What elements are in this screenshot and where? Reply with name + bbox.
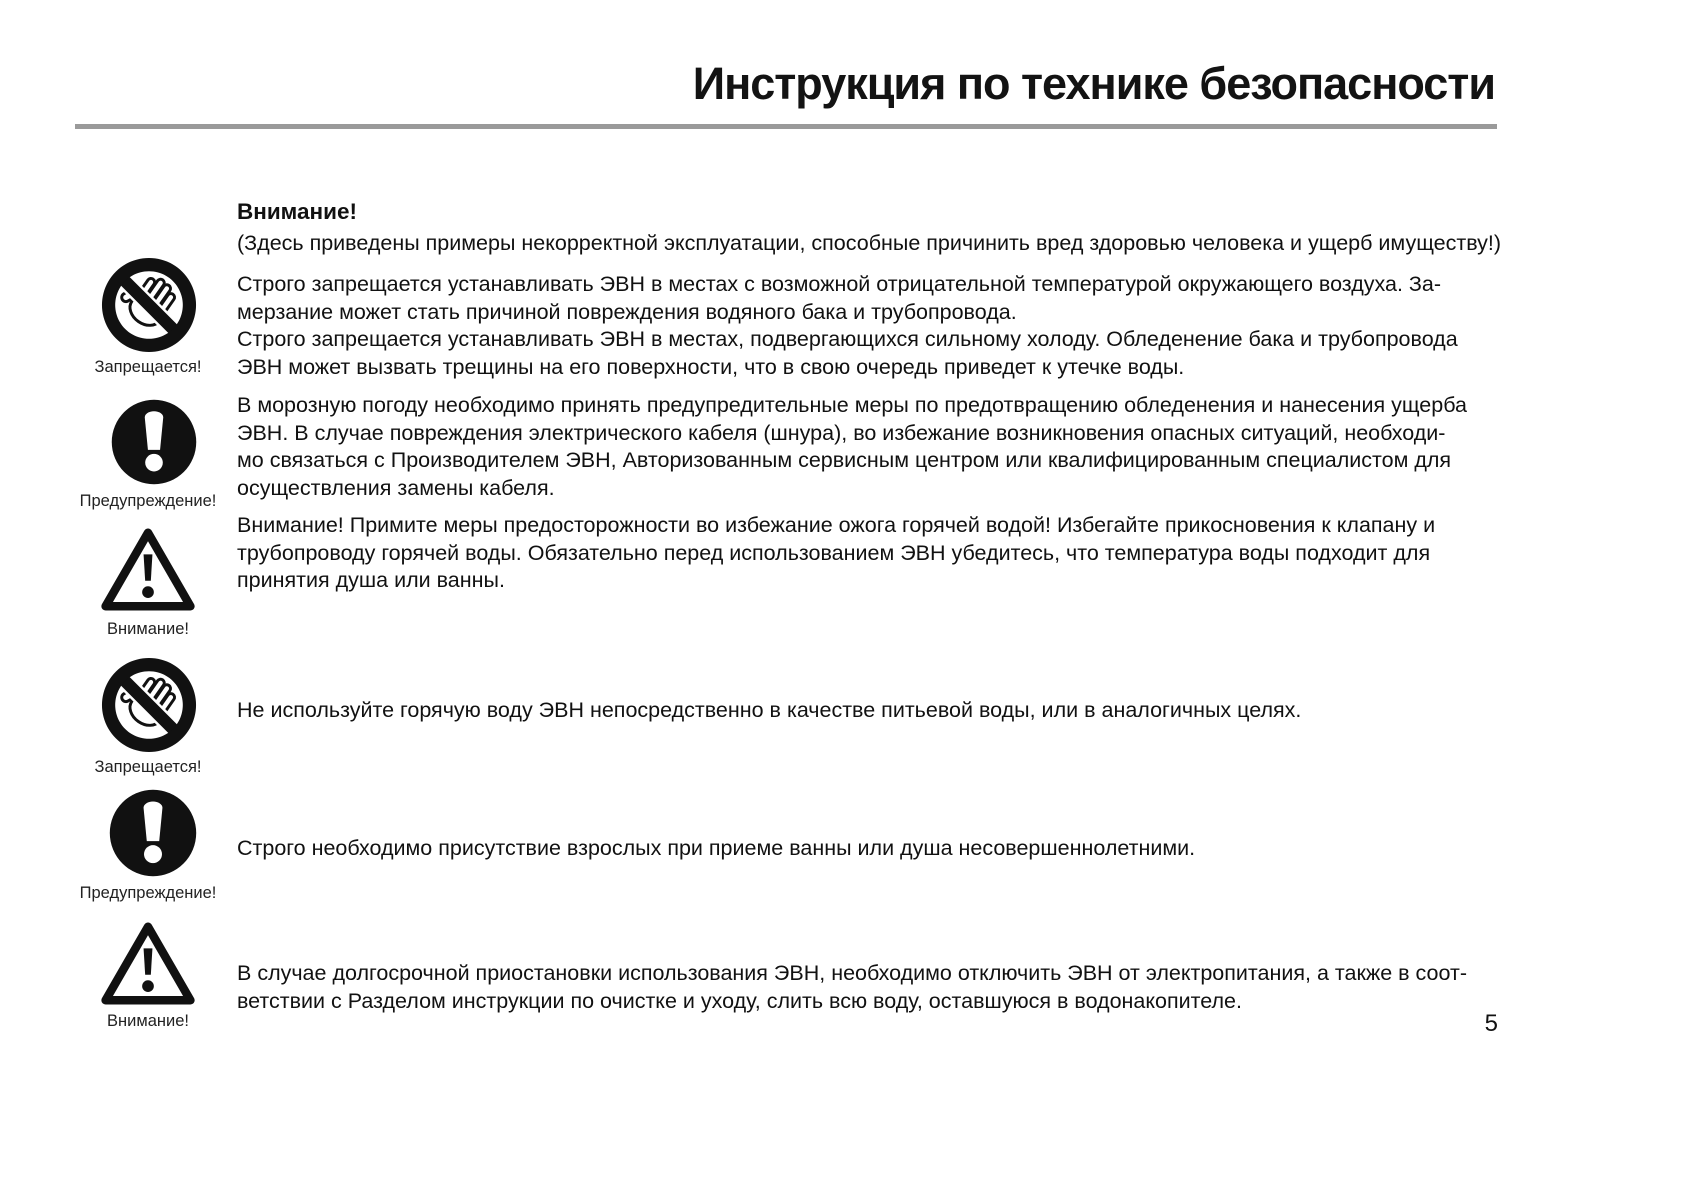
page-title: Инструкция по технике безопасности	[692, 58, 1495, 109]
prohibited-hand-icon	[100, 656, 198, 754]
safety-paragraph-freezing	[237, 271, 1458, 381]
icon-label-attention-1: Внимание!	[107, 620, 189, 638]
text-line: Строго запрещается устанавливать ЭВН в местах, подвергающихся сильному холоду. Обледенение бака и трубопровода	[237, 327, 1458, 351]
text-line: В морозную погоду необходимо принять предупредительные меры по предотвращению обледенения и нанесения ущерба	[237, 393, 1467, 417]
safety-paragraph-drinking	[237, 697, 1301, 725]
text-line: В случае долгосрочной приостановки использования ЭВН, необходимо отключить ЭВН от электропитания, а также в соот-	[237, 961, 1467, 985]
safety-paragraph-cable	[237, 392, 1467, 502]
text-line: мо связаться с Производителем ЭВН, Авторизованным сервисным центром или квалифицированным специалистом для	[237, 448, 1452, 472]
icon-label-prohibited-1: Запрещается!	[94, 358, 202, 376]
text-line: Строго запрещается устанавливать ЭВН в местах с возможной отрицательной температурой окружающего воздуха. За-	[237, 272, 1441, 296]
text-line: Строго необходимо присутствие взрослых при приеме ванны или душа несовершеннолетними.	[237, 836, 1196, 860]
safety-paragraph-long-term	[237, 960, 1467, 1015]
text-line: Не используйте горячую воду ЭВН непосредственно в качестве питьевой воды, или в аналогичных целях.	[237, 698, 1302, 722]
intro-heading: Внимание!	[237, 199, 357, 224]
attention-exclamation-triangle-icon	[99, 526, 197, 613]
text-line: трубопроводу горячей воды. Обязательно перед использованием ЭВН убедитесь, что температура воды подходит для	[237, 540, 1431, 565]
safety-paragraph-scalding	[237, 512, 1435, 595]
text-line: ЭВН. В случае повреждения электрического кабеля (шнура), во избежание возникновения опасных ситуаций, необходи-	[237, 420, 1446, 445]
icon-label-warning-1: Предупреждение!	[79, 492, 217, 510]
icon-label-warning-2: Предупреждение!	[79, 884, 217, 902]
warning-exclamation-circle-icon	[104, 788, 202, 878]
text-line: осуществления замены кабеля.	[237, 475, 555, 500]
icon-label-prohibited-2: Запрещается!	[94, 758, 202, 776]
attention-exclamation-triangle-icon	[99, 920, 197, 1007]
safety-paragraph-minors	[237, 835, 1195, 863]
text-line: Внимание! Примите меры предосторожности во избежание ожога горячей водой! Избегайте прикосновения к клапану и	[237, 513, 1436, 537]
page-number: 5	[1484, 1010, 1498, 1037]
icon-label-attention-2: Внимание!	[107, 1012, 189, 1030]
intro-note: (Здесь приведены примеры некорректной эксплуатации, способные причинить вред здоровью человека и ущерб имуществу!)	[237, 231, 1502, 255]
text-line: ветствии с Разделом инструкции по очистке и уходу, слить всю воду, оставшуюся в водонакопителе.	[237, 988, 1242, 1013]
warning-exclamation-circle-icon	[105, 398, 203, 486]
text-line: мерзание может стать причиной повреждения водяного бака и трубопровода.	[237, 299, 1017, 324]
text-line: ЭВН может вызвать трещины на его поверхности, что в свою очередь приведет к утечке воды.	[237, 354, 1185, 379]
prohibited-hand-icon	[100, 256, 198, 354]
title-divider-rule	[75, 124, 1497, 129]
text-line: принятия душа или ванны.	[237, 568, 505, 592]
